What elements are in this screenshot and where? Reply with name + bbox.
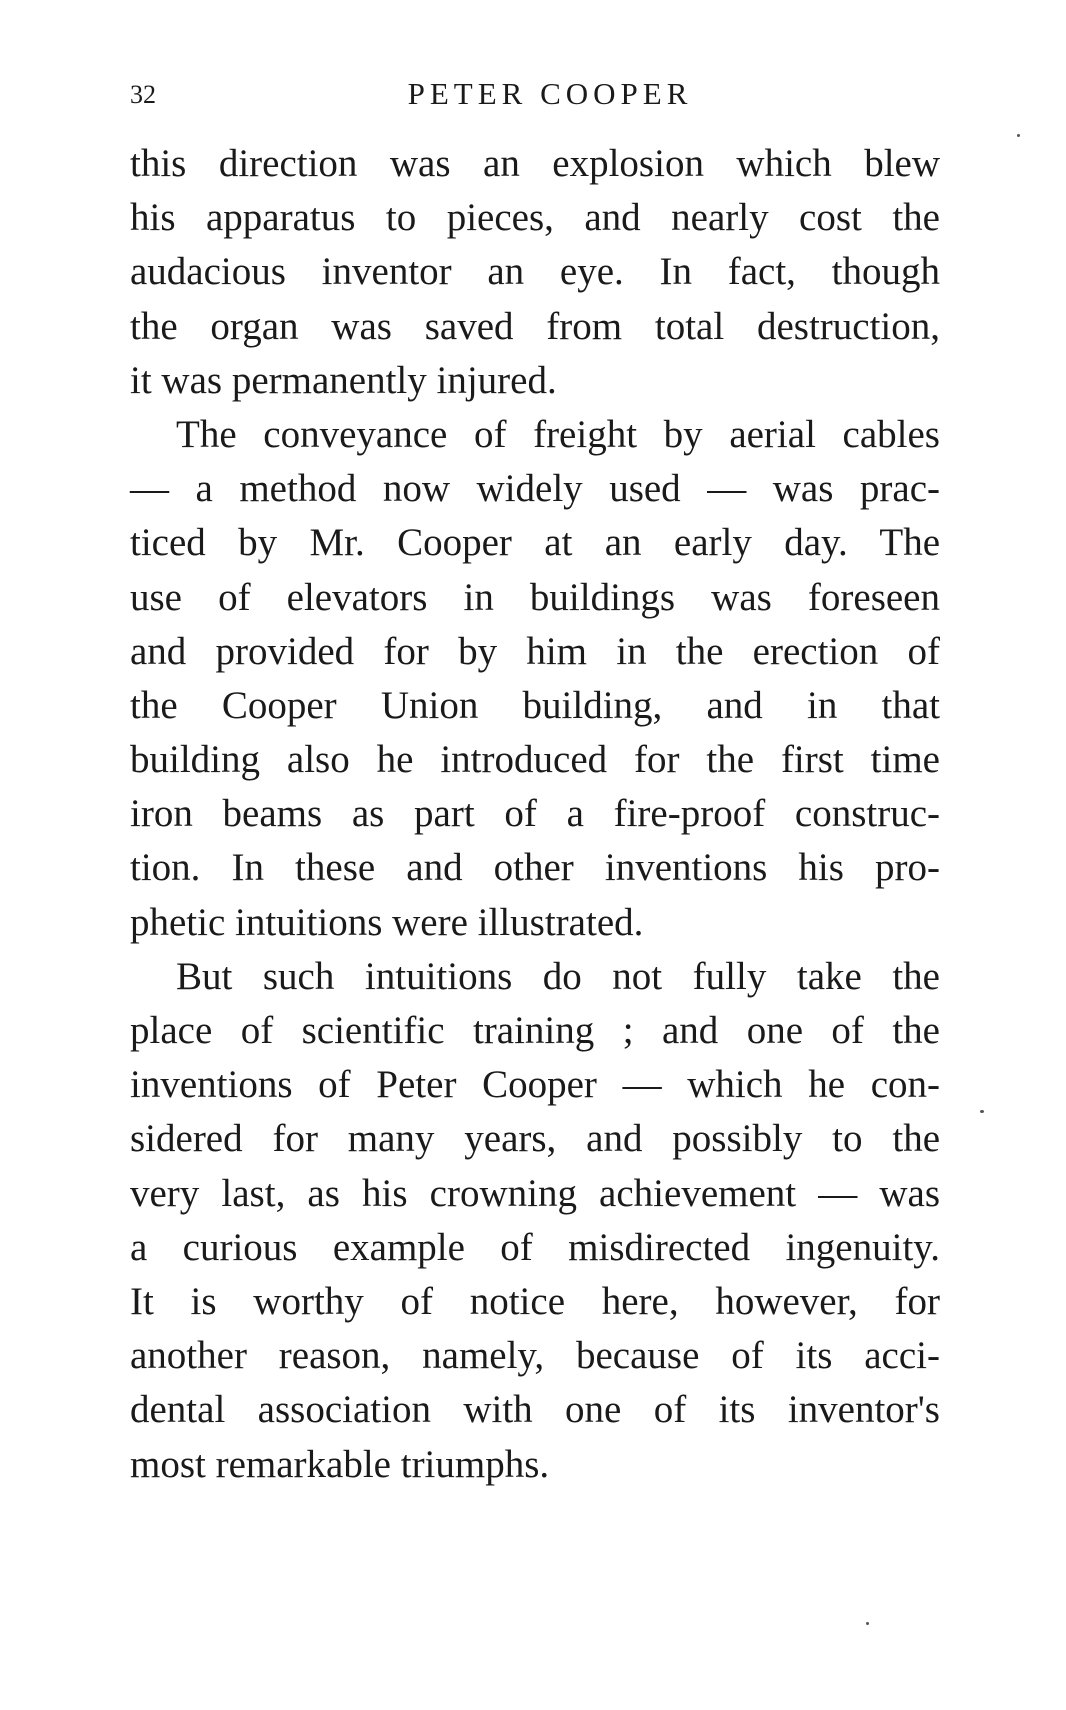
text-line: audacious inventor an eye. In fact, though bbox=[130, 250, 940, 294]
text-line: it was permanently injured. bbox=[130, 358, 557, 402]
text-line: another reason, namely, because of its acci- bbox=[130, 1334, 940, 1378]
text-line: building also he introduced for the first time bbox=[130, 738, 940, 782]
text-line: the Cooper Union building, and in that bbox=[130, 683, 940, 727]
text-line: inventions of Peter Cooper — which he con- bbox=[130, 1063, 940, 1107]
text-line: a curious example of misdirected ingenuity. bbox=[130, 1225, 940, 1269]
text-line: use of elevators in buildings was foreseen bbox=[130, 575, 940, 619]
scan-speck bbox=[1017, 134, 1020, 137]
text-line: It is worthy of notice here, however, for bbox=[130, 1279, 940, 1323]
text-line: tion. In these and other inventions his pro- bbox=[130, 846, 940, 890]
text-line: phetic intuitions were illustrated. bbox=[130, 900, 644, 944]
body-text bbox=[130, 137, 940, 1492]
text-line: But such intuitions do not fully take the bbox=[176, 954, 940, 998]
text-line: place of scientific training ; and one of the bbox=[130, 1009, 940, 1052]
text-line: dental association with one of its inventor's bbox=[130, 1388, 940, 1432]
text-line: The conveyance of freight by aerial cables bbox=[176, 412, 940, 456]
running-head bbox=[130, 76, 940, 122]
text-line: very last, as his crowning achievement — was bbox=[130, 1171, 940, 1215]
scan-speck bbox=[866, 1622, 869, 1625]
text-line: ticed by Mr. Cooper at an early day. The bbox=[130, 521, 940, 565]
text-line: the organ was saved from total destruction, bbox=[130, 304, 940, 348]
text-line: most remarkable triumphs. bbox=[130, 1442, 550, 1486]
text-line: iron beams as part of a fire-proof construc- bbox=[130, 792, 940, 836]
text-line: this direction was an explosion which blew bbox=[130, 142, 940, 185]
page-number: 32 bbox=[130, 80, 156, 109]
paragraph-2 bbox=[130, 408, 940, 950]
running-title: PETER COOPER bbox=[407, 76, 693, 111]
text-line: and provided for by him in the erection of bbox=[130, 629, 940, 673]
paragraph-3 bbox=[130, 950, 940, 1492]
text-line: sidered for many years, and possibly to the bbox=[130, 1117, 940, 1161]
text-line: — a method now widely used — was prac- bbox=[130, 467, 940, 511]
text-line: his apparatus to pieces, and nearly cost the bbox=[130, 196, 940, 240]
scan-speck bbox=[980, 1110, 984, 1113]
paragraph-1 bbox=[130, 137, 940, 408]
